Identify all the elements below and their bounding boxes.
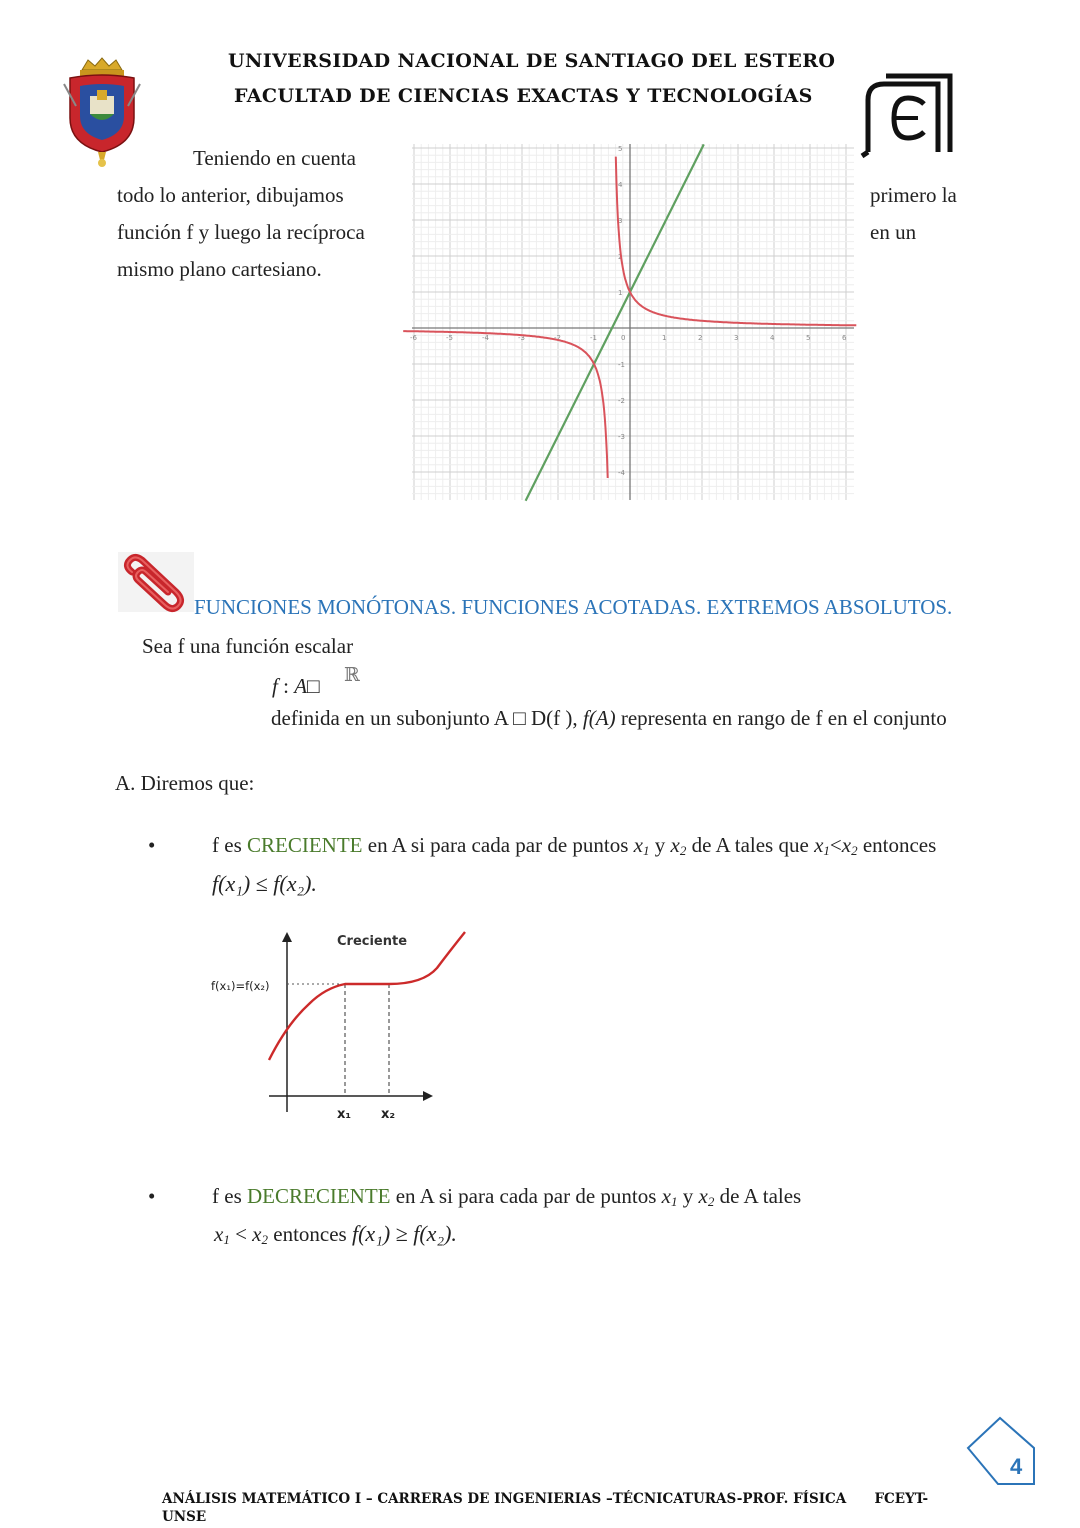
creciente-definition bbox=[212, 833, 936, 859]
x-tick-label: -5 bbox=[446, 334, 453, 342]
decreciente-line-2 bbox=[214, 1221, 457, 1248]
real-numbers-symbol: ℝ bbox=[344, 664, 360, 686]
decreciente-text-b: de A tales bbox=[714, 1184, 802, 1208]
function-branch-left bbox=[403, 331, 608, 478]
dvar-x1-b-sub: 1 bbox=[223, 1232, 230, 1247]
university-crest bbox=[62, 56, 142, 168]
decreciente-definition bbox=[212, 1184, 801, 1210]
y-axis-arrow bbox=[282, 932, 292, 942]
y-tick-label: -1 bbox=[618, 361, 625, 369]
x1-label: x₁ bbox=[337, 1107, 352, 1122]
x-tick-label: 1 bbox=[662, 334, 667, 342]
crest-emblem bbox=[62, 56, 142, 168]
cartesian-graph-svg bbox=[412, 144, 854, 500]
y-tick-label: 1 bbox=[618, 289, 623, 297]
university-name: UNIVERSIDAD NACIONAL DE SANTIAGO DEL ESTERO bbox=[228, 50, 836, 72]
var-x1: x bbox=[633, 833, 643, 857]
mapping-colon: : bbox=[277, 674, 295, 698]
x-tick-label: 3 bbox=[734, 334, 739, 342]
dvar-x2: x bbox=[698, 1184, 708, 1208]
creciente-graph-svg bbox=[205, 924, 485, 1130]
dvar-x2-sub: 2 bbox=[707, 1194, 715, 1209]
x-axis-arrow bbox=[423, 1091, 433, 1101]
y-tick-label: 5 bbox=[618, 145, 623, 153]
var-x2-sub: 2 bbox=[679, 843, 687, 858]
creciente-graph-title: Creciente bbox=[337, 934, 408, 949]
line-y-equals-2x-plus-1 bbox=[526, 144, 704, 500]
dvar-x1-sub: 1 bbox=[670, 1194, 678, 1209]
subset-box: □ bbox=[513, 706, 526, 730]
creciente-text-c: entonces bbox=[857, 833, 937, 857]
decreciente-entonces: entonces bbox=[268, 1222, 352, 1246]
var-x2-b: x bbox=[841, 833, 852, 857]
x-tick-label: -3 bbox=[518, 334, 525, 342]
creciente-keyword: CRECIENTE bbox=[247, 833, 363, 857]
footer-line-1: ANÁLISIS MATEMÁTICO I – CARRERAS DE INGENIERIAS –TÉCNICATURAS-PROF. FÍSICA FCEYT- bbox=[162, 1491, 929, 1507]
faculty-logo-mark bbox=[858, 70, 954, 162]
x2-label: x₂ bbox=[381, 1107, 396, 1122]
var-x2: x bbox=[670, 833, 680, 857]
y-tick-label: 2 bbox=[618, 253, 623, 261]
mapping-arrow-box: □ bbox=[307, 674, 320, 698]
bullet-decreciente: • bbox=[148, 1184, 156, 1208]
var-x2-b-sub: 2 bbox=[851, 843, 858, 858]
less-than-b: < bbox=[229, 1222, 253, 1246]
level-label: f(x₁)=f(x₂) bbox=[211, 979, 270, 993]
faculty-logo bbox=[858, 70, 954, 162]
footer-line-2: UNSE bbox=[162, 1509, 207, 1525]
x-tick-label: 5 bbox=[806, 334, 811, 342]
mapping-f: f bbox=[272, 674, 278, 698]
origin-label: 0 bbox=[621, 334, 626, 342]
y-tick-label: 4 bbox=[618, 181, 623, 189]
less-than: < bbox=[829, 833, 842, 857]
intro-line-2-left: todo lo anterior, dibujamos bbox=[117, 183, 344, 207]
faculty-name: FACULTAD DE CIENCIAS EXACTAS Y TECNOLOGÍAS bbox=[234, 85, 813, 107]
dvar-x2-b-sub: 2 bbox=[261, 1232, 268, 1247]
we-say-label: A. Diremos que: bbox=[115, 771, 255, 795]
definition-intro: Sea f una función escalar bbox=[142, 634, 354, 658]
mapping-domain: A bbox=[294, 674, 308, 698]
dvar-x1-b: x bbox=[214, 1222, 224, 1246]
page-number: 4 bbox=[1010, 1454, 1023, 1479]
var-x1-b: x bbox=[814, 833, 824, 857]
creciente-graph bbox=[205, 924, 485, 1130]
creciente-text-a: en A si para cada par de puntos bbox=[362, 833, 634, 857]
dvar-x2-b: x bbox=[252, 1222, 262, 1246]
x-tick-label: -2 bbox=[554, 334, 561, 342]
creciente-y: y bbox=[649, 833, 671, 857]
intro-line-3-right: en un bbox=[870, 220, 917, 244]
domain-text-1: definida en un subonjunto A bbox=[271, 706, 508, 730]
x-tick-label: -1 bbox=[590, 334, 597, 342]
x-tick-label: 4 bbox=[770, 334, 775, 342]
dvar-x1: x bbox=[661, 1184, 671, 1208]
x-tick-label: 2 bbox=[698, 334, 703, 342]
y-tick-label: 3 bbox=[618, 217, 623, 225]
cartesian-graph bbox=[412, 144, 854, 500]
bullet-creciente: • bbox=[148, 833, 156, 857]
x-tick-label: -6 bbox=[410, 334, 417, 342]
creciente-pre: f es bbox=[212, 833, 247, 857]
paperclip-icon bbox=[118, 552, 194, 612]
decreciente-pre: f es bbox=[212, 1184, 247, 1208]
section-title: FUNCIONES MONÓTONAS. FUNCIONES ACOTADAS. EXTREMOS ABSOLUTOS. bbox=[194, 595, 953, 619]
intro-line-3-left: función f y luego la recíproca bbox=[117, 220, 365, 244]
y-tick-label: -2 bbox=[618, 397, 625, 405]
intro-line-4: mismo plano cartesiano. bbox=[117, 257, 322, 281]
creciente-text-b: de A tales que bbox=[686, 833, 815, 857]
x-tick-label: 6 bbox=[842, 334, 847, 342]
decreciente-inequality: f(x₁) ≥ f(x₂). bbox=[351, 1221, 457, 1246]
decreciente-text-a: en A si para cada par de puntos bbox=[390, 1184, 662, 1208]
intro-line-1: Teniendo en cuenta bbox=[193, 146, 356, 170]
creciente-inequality: f(x₁) ≤ f(x₂). bbox=[212, 871, 317, 896]
var-x1-b-sub: 1 bbox=[823, 843, 830, 858]
x-tick-label: -4 bbox=[482, 334, 489, 342]
intro-line-2-right: primero la bbox=[870, 183, 957, 207]
y-tick-label: -4 bbox=[618, 469, 625, 477]
domain-text-2: D(f ), bbox=[525, 706, 578, 730]
var-x1-sub: 1 bbox=[643, 843, 650, 858]
decreciente-y: y bbox=[677, 1184, 699, 1208]
page-number-badge bbox=[964, 1414, 1040, 1490]
increasing-curve bbox=[269, 932, 465, 1060]
domain-statement bbox=[271, 706, 947, 731]
domain-text-3: representa en rango de f en el conjunto bbox=[615, 706, 947, 730]
image-f-of-a: f(A) bbox=[582, 706, 616, 730]
decreciente-keyword: DECRECIENTE bbox=[247, 1184, 391, 1208]
y-tick-label: -3 bbox=[618, 433, 625, 441]
page-badge-shape bbox=[964, 1414, 1040, 1490]
mapping-expression bbox=[272, 674, 320, 699]
